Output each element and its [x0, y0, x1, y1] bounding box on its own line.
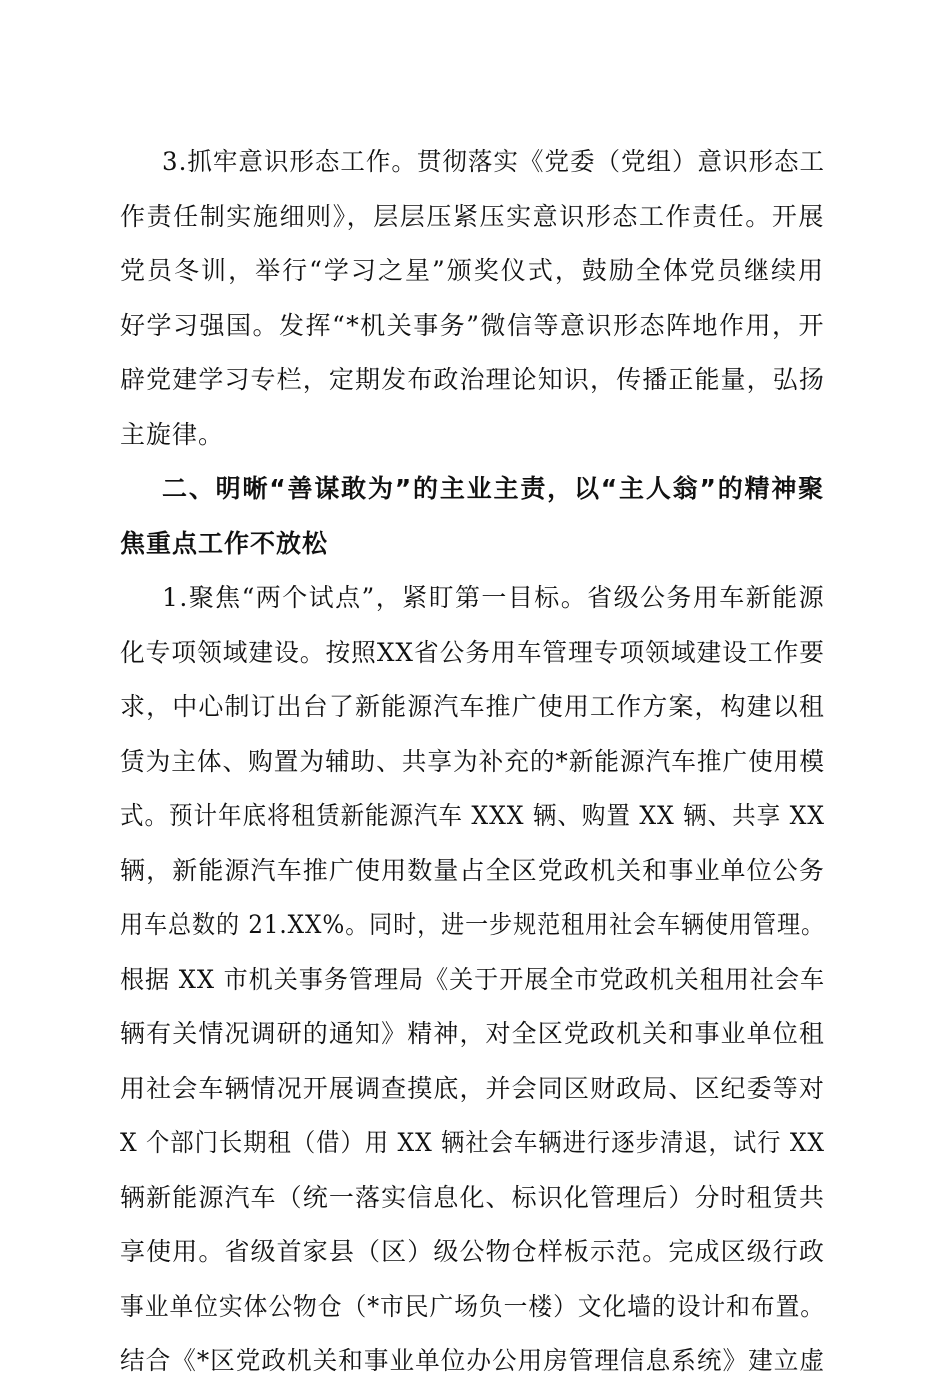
line-text: 赁为主体、购置为辅助、共享为补充的*新能源汽车推广使用模: [120, 746, 825, 776]
paragraph-line: [120, 353, 825, 408]
line-text: 式。预计年底将租赁新能源汽车 XXX 辆、购置 XX 辆、共享 XX: [120, 801, 825, 830]
paragraph-line: [120, 571, 825, 626]
line-text: 用车总数的 21.XX%。同时，进一步规范租用社会车辆使用管理。: [120, 910, 826, 939]
paragraph-line: [120, 898, 825, 953]
line-text: 作责任制实施细则》，层层压紧压实意识形态工作责任。开展: [120, 201, 825, 231]
paragraph-line: [120, 299, 825, 354]
paragraph-line: [120, 844, 825, 899]
paragraph-line: [120, 1007, 825, 1062]
paragraph-line: [120, 190, 825, 245]
paragraph-line: [120, 244, 825, 299]
line-text: 辆新能源汽车（统一落实信息化、标识化管理后）分时租赁共: [120, 1182, 825, 1212]
line-text: 用社会车辆情况开展调查摸底，并会同区财政局、区纪委等对: [120, 1073, 825, 1103]
line-text: 焦重点工作不放松: [120, 528, 329, 558]
document-page: [120, 135, 825, 1389]
line-text: 主旋律。: [120, 419, 225, 449]
line-text: 化专项领域建设。按照XX省公务用车管理专项领域建设工作要: [120, 637, 825, 667]
paragraph-line: [120, 1171, 825, 1226]
paragraph-line: [120, 789, 825, 844]
paragraph-line: [120, 1225, 825, 1280]
paragraph-line: [120, 680, 825, 735]
line-text: 享使用。省级首家县（区）级公物仓样板示范。完成区级行政: [120, 1237, 825, 1266]
paragraph-line: [120, 1280, 825, 1335]
line-text: 1.聚焦“两个试点”，紧盯第一目标。省级公务用车新能源: [162, 583, 825, 612]
line-text: 根据 XX 市机关事务管理局《关于开展全市党政机关租用社会车: [120, 964, 826, 994]
line-text: 好学习强国。发挥“*机关事务”微信等意识形态阵地作用，开: [120, 310, 825, 340]
line-text: 二、明晰“善谋敢为”的主业主责，以“主人翁”的精神聚: [162, 474, 825, 503]
paragraph-line: [120, 1116, 825, 1171]
line-text: 求，中心制订出台了新能源汽车推广使用工作方案，构建以租: [120, 692, 825, 721]
paragraph-line: [120, 735, 825, 790]
line-text: 事业单位实体公物仓（*市民广场负一楼）文化墙的设计和布置。: [120, 1291, 826, 1321]
paragraph-line: [120, 135, 825, 190]
line-text: 3.抓牢意识形态工作。贯彻落实《党委（党组）意识形态工: [162, 147, 826, 176]
paragraph-line: [120, 1334, 825, 1389]
line-text: 辆有关情况调研的通知》精神，对全区党政机关和事业单位租: [120, 1019, 825, 1048]
line-text: X 个部门长期租（借）用 XX 辆社会车辆进行逐步清退，试行 XX: [120, 1128, 826, 1157]
line-text: 结合《*区党政机关和事业单位办公用房管理信息系统》建立虚: [120, 1346, 825, 1375]
paragraph-line: [120, 953, 825, 1008]
section-heading-line: [120, 517, 825, 572]
line-text: 党员冬训，举行“学习之星”颁奖仪式，鼓励全体党员继续用: [120, 256, 825, 285]
paragraph-line: [120, 1062, 825, 1117]
paragraph-line: [120, 626, 825, 681]
section-heading-line: [120, 462, 825, 517]
line-text: 辆，新能源汽车推广使用数量占全区党政机关和事业单位公务: [120, 855, 825, 885]
line-text: 辟党建学习专栏，定期发布政治理论知识，传播正能量，弘扬: [120, 365, 825, 394]
paragraph-line: [120, 408, 825, 463]
